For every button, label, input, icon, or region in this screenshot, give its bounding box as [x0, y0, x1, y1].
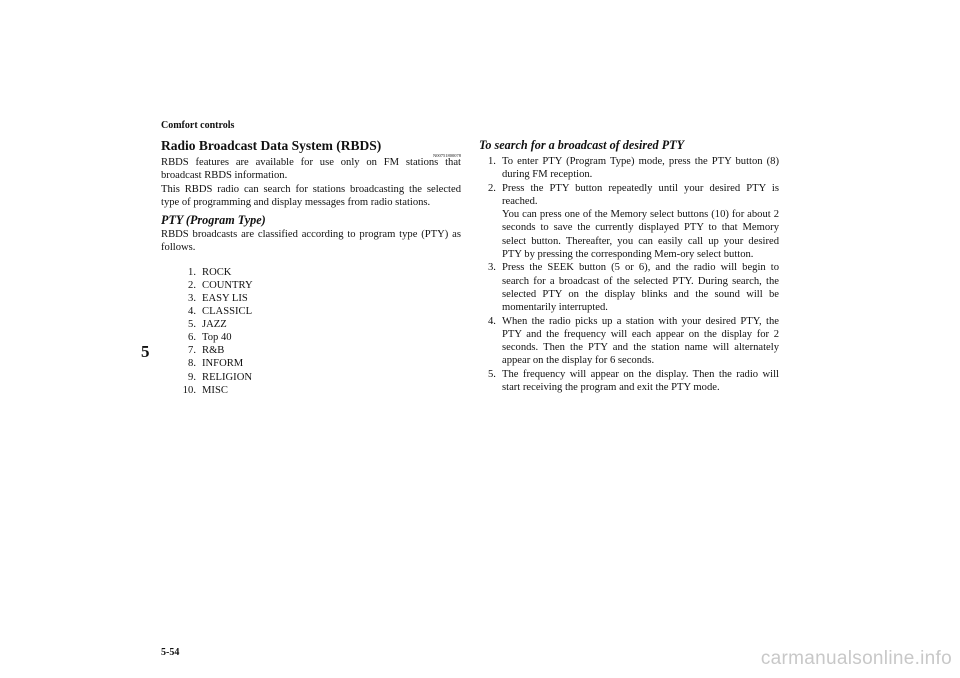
- step-text: To enter PTY (Program Type) mode, press the PTY button (8) during FM reception.: [502, 156, 779, 181]
- search-pty-heading: To search for a broadcast of desired PTY: [479, 138, 685, 152]
- step-body: [502, 182, 779, 262]
- right-column: [479, 138, 779, 394]
- list-item-label: EASY LIS: [202, 292, 248, 304]
- list-item-number: 6.: [188, 332, 196, 344]
- list-item-number: 3.: [188, 292, 196, 304]
- list-item-label: CLASSICL: [202, 306, 253, 318]
- rbds-paragraph-2: This RBDS radio can search for stations broadcasting the selected type of programming and display messages from radio stations.: [161, 183, 461, 208]
- list-item-label: RELIGION: [202, 371, 253, 383]
- step-item: [479, 315, 779, 368]
- step-number: 2.: [488, 182, 496, 194]
- list-item-number: 8.: [188, 358, 196, 370]
- list-item: [181, 279, 461, 292]
- list-item-number: 10.: [182, 384, 196, 396]
- step-number: 5.: [488, 368, 496, 380]
- left-column: [161, 138, 461, 397]
- list-item-number: 4.: [188, 306, 196, 318]
- pty-intro: RBDS broadcasts are classified according to program type (PTY) as follows.: [161, 229, 461, 254]
- step-text: When the radio picks up a station with your desired PTY, the PTY and the frequency will each appear on the display for 2 seconds. Then the PTY and the station name will alternately appear on the display for 6 seconds.: [502, 315, 779, 367]
- step-number: 4.: [488, 315, 496, 327]
- list-item: [181, 318, 461, 331]
- list-item: [181, 371, 461, 384]
- section-title-text: Radio Broadcast Data System (RBDS): [161, 138, 382, 153]
- watermark: carmanualsonline.info: [760, 648, 952, 669]
- step-item: [479, 182, 779, 262]
- list-item-number: 7.: [188, 345, 196, 357]
- step-item: [479, 155, 779, 182]
- step-item: [479, 261, 779, 314]
- list-item: [181, 344, 461, 357]
- step-item: [479, 368, 779, 395]
- list-item-label: COUNTRY: [202, 279, 253, 291]
- list-item-number: 9.: [188, 371, 196, 383]
- list-item-label: Top 40: [202, 332, 232, 344]
- list-item-label: ROCK: [202, 266, 232, 278]
- list-item-label: MISC: [202, 384, 228, 396]
- step-number: 1.: [488, 156, 496, 167]
- list-item: [181, 384, 461, 397]
- section-header: Comfort controls: [161, 120, 235, 131]
- search-steps: [479, 155, 779, 394]
- step-text: Press the PTY button repeatedly until your desired PTY is reached.: [502, 182, 779, 207]
- pty-heading: PTY (Program Type): [161, 213, 266, 228]
- list-item: [181, 292, 461, 305]
- list-item-label: R&B: [202, 345, 225, 357]
- page-number: 5-54: [161, 647, 180, 658]
- step-note: You can press one of the Memory select buttons (10) for about 2 seconds to save the currently displayed PTY to that Memory select button. Thereafter, you can easily call up your desired PTY by pressing the corresponding Mem-ory select button.: [502, 209, 779, 261]
- step-number: 3.: [488, 262, 496, 274]
- step-text: Press the SEEK button (5 or 6), and the radio will begin to search for a broadcast of the selected PTY. During search, the selected PTY on the display blinks and the sound will be momentarily interrupted.: [502, 262, 779, 314]
- rbds-paragraph-1: RBDS features are available for use only on FM stations that broadcast RBDS information.: [161, 157, 461, 182]
- list-item-label: INFORM: [202, 358, 244, 370]
- list-item: [181, 357, 461, 370]
- list-item-label: JAZZ: [202, 319, 227, 331]
- list-item-number: 2.: [188, 279, 196, 291]
- list-item-number: 5.: [188, 319, 196, 331]
- list-item: [181, 305, 461, 318]
- list-item-number: 1.: [188, 266, 196, 278]
- pty-list: [181, 266, 461, 397]
- chapter-tab: 5: [141, 342, 150, 361]
- section-code: N00751800078: [433, 153, 461, 158]
- list-item: [181, 266, 461, 279]
- step-text: The frequency will appear on the display. Then the radio will start receiving the program and exit the PTY mode.: [502, 368, 779, 394]
- list-item: [181, 331, 461, 344]
- section-title: [161, 138, 461, 158]
